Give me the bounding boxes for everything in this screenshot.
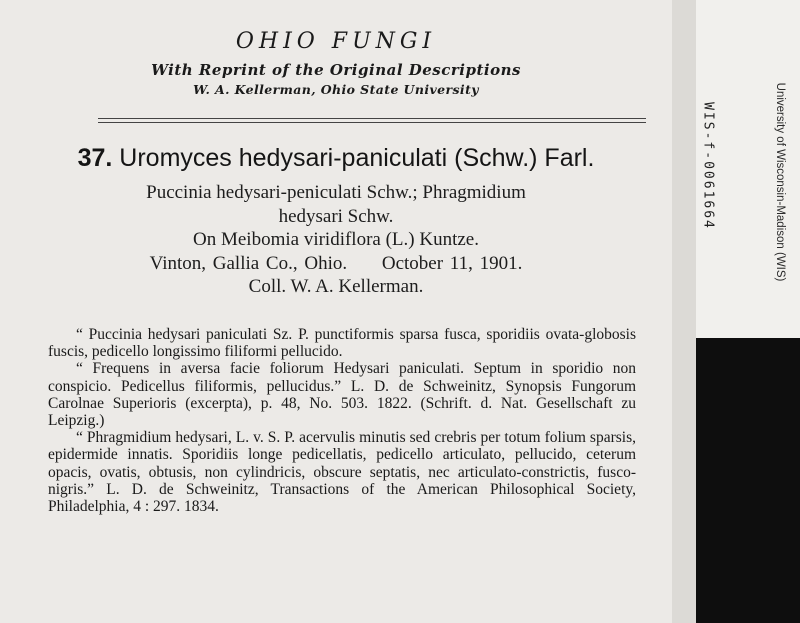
background-dark bbox=[696, 338, 800, 623]
description-paragraph-1: “ Puccinia hedysari paniculati Sz. P. punctiformis sparsa fusca, sporidiis ovata-globosis fuscis, pedicello longissimo filiformi pellucido. bbox=[48, 326, 636, 361]
series-title: OHIO FUNGI bbox=[235, 29, 437, 54]
series-subtitle: With Reprint of the Original Descriptions bbox=[151, 61, 521, 79]
specimen-details bbox=[0, 181, 672, 299]
collector: Coll. W. A. Kellerman. bbox=[248, 276, 424, 297]
institution-label: University of Wisconsin-Madison (WIS) bbox=[774, 82, 786, 282]
synonym-line-1: Puccinia hedysari-peniculati Schw.; Phragmidium bbox=[146, 182, 526, 203]
species-heading bbox=[0, 142, 672, 174]
original-descriptions bbox=[48, 326, 636, 515]
species-number: 37. bbox=[77, 144, 113, 172]
collection-date: October 11, 1901. bbox=[381, 252, 523, 274]
species-name: Uromyces hedysari-paniculati (Schw.) Farl. bbox=[119, 144, 595, 172]
host-plant: On Meibomia viridiflora (L.) Kuntze. bbox=[193, 229, 479, 250]
synonym-line-2: hedysari Schw. bbox=[278, 205, 394, 227]
label-edge-gap bbox=[672, 0, 696, 623]
header-rule-top bbox=[98, 118, 646, 119]
barcode-number: WIS-f-0061664 bbox=[700, 102, 716, 230]
header-rule-bottom bbox=[98, 122, 646, 123]
description-paragraph-2: “ Frequens in aversa facie foliorum Hedysari paniculati. Septum in sporidio non conspicio. Pedicellus filiformis, pellucidus.” L. D. de Schweinitz, Synopsis Fungorum Carolnae Superioris (excerpta), p. 48, No. 503. 1822. (Schrift. d. Nat. Gesellschaft zu Leipzig.) bbox=[48, 360, 636, 430]
description-paragraph-3: “ Phragmidium hedysari, L. v. S. P. acervulis minutis sed crebris per totum folium sparsis, epidermide innatis. Sporidiis longe pedicellatis, pedicello articulato, pellucido, ceterum opacis, ovatis, obtusis, non cylindricis, obscure septatis, nec articulato-constrictis, fusco-nigris.” L. D. de Schweinitz, Transactions of the American Philosophical Society, Philadelphia, 4 : 297. 1834. bbox=[48, 429, 636, 516]
locality: Vinton, Gallia Co., Ohio. bbox=[149, 252, 348, 274]
series-author: W. A. Kellerman, Ohio State University bbox=[193, 82, 479, 97]
label-header bbox=[0, 28, 672, 98]
locality-line bbox=[0, 252, 672, 276]
